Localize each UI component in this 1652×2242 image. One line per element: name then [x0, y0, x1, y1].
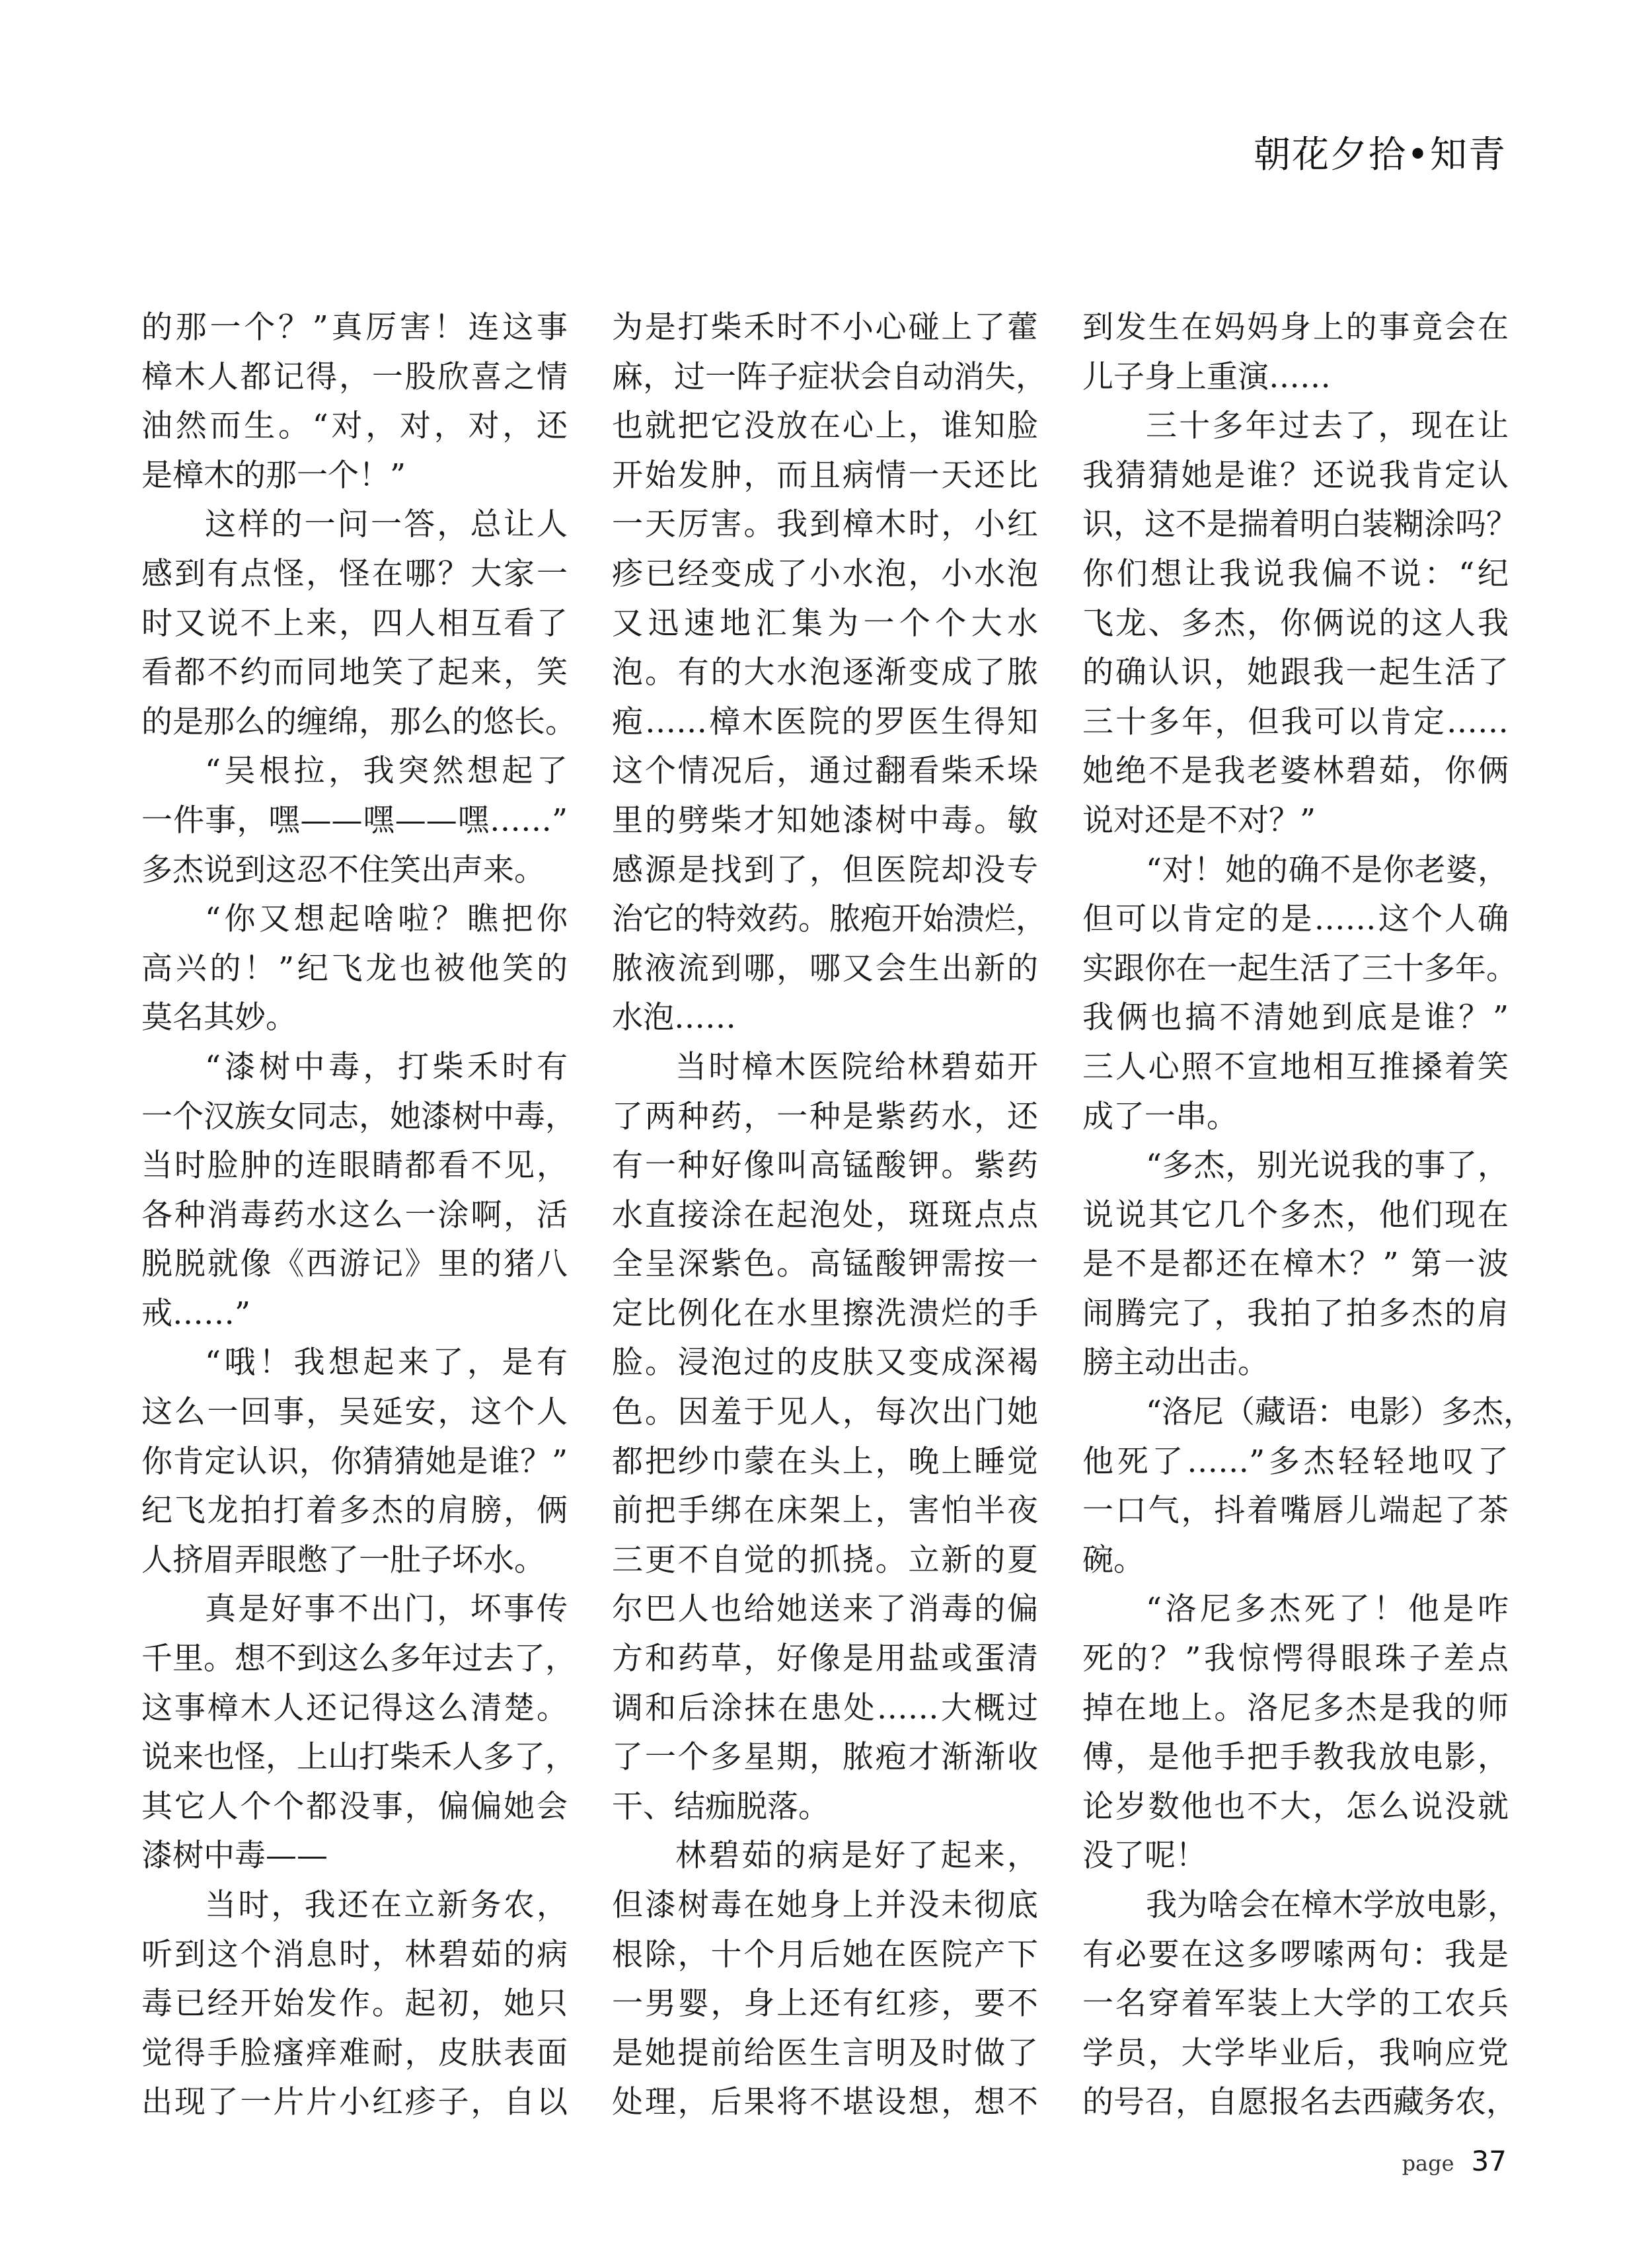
- text-line: 为是打柴禾时不小心碰上了藿: [612, 309, 1038, 346]
- text-line: 成了一串。: [1082, 1098, 1238, 1135]
- text-line: 死的？”我惊愕得眼珠子差点: [1082, 1641, 1509, 1678]
- page-footer: [1402, 2145, 1507, 2177]
- text-line: “洛尼（藏语：电影）多杰，: [1146, 1394, 1535, 1431]
- paragraph: [1082, 1388, 1535, 1585]
- paragraph: [1082, 1881, 1519, 2128]
- text-line: 定比例化在水里擦洗溃烂的手: [612, 1295, 1038, 1332]
- text-line: 千里。想不到这么多年过去了，: [141, 1641, 576, 1678]
- paragraph: [141, 1585, 576, 1881]
- text-line: “你又想起啥啦？瞧把你: [205, 901, 568, 938]
- text-line: 真是好事不出门，坏事传: [205, 1591, 568, 1628]
- text-line: 了一个多星期，脓疱才渐渐收: [612, 1739, 1038, 1776]
- text-line: 识，这不是揣着明白装糊涂吗？: [1082, 506, 1517, 543]
- paragraph: [1082, 402, 1517, 845]
- text-line: 实跟你在一起生活了三十多年。: [1082, 950, 1517, 987]
- text-line: 油然而生。“对，对，对，还: [141, 408, 568, 445]
- text-line: 的那一个？”真厉害！连这事: [141, 309, 568, 346]
- text-line: 感源是找到了，但医院却没专: [612, 851, 1038, 888]
- page-number: 37: [1471, 2145, 1507, 2177]
- paragraph: [612, 303, 1047, 1043]
- text-line: 毒已经开始发作。起初，她只: [141, 1986, 568, 2023]
- text-line: 多杰说到这忍不住笑出声来。: [141, 851, 545, 888]
- paragraph: [1082, 846, 1517, 1142]
- text-line: 也就把它没放在心上，谁知脸: [612, 408, 1038, 445]
- text-line: 人挤眉弄眼憋了一肚子坏水。: [141, 1541, 545, 1578]
- text-line: 三更不自觉的抓挠。立新的夏: [612, 1541, 1038, 1578]
- text-line: 这么一回事，吴延安，这个人: [141, 1394, 568, 1431]
- paragraph: [612, 1043, 1038, 1832]
- paragraph: [141, 500, 576, 747]
- text-line: 里的劈柴才知她漆树中毒。敏: [612, 802, 1038, 839]
- text-line: 说说其它几个多杰，他们现在: [1082, 1196, 1509, 1233]
- text-line: 是她提前给医生言明及时做了: [612, 2034, 1038, 2071]
- paragraph: [1082, 303, 1509, 402]
- text-line: 其它人个个都没事，偏偏她会: [141, 1788, 568, 1825]
- text-line: “洛尼多杰死了！他是咋: [1146, 1591, 1509, 1628]
- text-column-3: [1082, 303, 1535, 2128]
- text-line: 都把纱巾蒙在头上，晚上睡觉: [612, 1443, 1038, 1480]
- text-line: 时又说不上来，四人相互看了: [141, 605, 568, 642]
- text-line: 又迅速地汇集为一个个大水: [612, 605, 1038, 642]
- section-title: 朝花夕拾•知青: [1253, 134, 1507, 176]
- text-line: 三十多年过去了，现在让: [1146, 408, 1509, 445]
- text-line: “吴根拉，我突然想起了: [205, 753, 568, 790]
- text-line: 我猜猜她是谁？还说我肯定认: [1082, 457, 1509, 494]
- text-line: 戒……”: [141, 1295, 251, 1332]
- text-line: 脓液流到哪，哪又会生出新的: [612, 950, 1038, 987]
- text-line: “漆树中毒，打柴禾时有: [205, 1048, 568, 1085]
- text-line: 是不是都还在樟木？” 第一波: [1082, 1246, 1509, 1283]
- text-line: 感到有点怪，怪在哪？大家一: [141, 555, 568, 592]
- text-line: 麻，过一阵子症状会自动消失，: [612, 358, 1047, 395]
- text-line: 一个汉族女同志，她漆树中毒，: [141, 1098, 576, 1135]
- text-line: 这事樟木人还记得这么清楚。: [141, 1689, 568, 1726]
- text-line: 你肯定认识，你猜猜她是谁？”: [141, 1443, 568, 1480]
- text-line: 干、结痂脱落。: [612, 1788, 829, 1825]
- text-line: 治它的特效药。脓疱开始溃烂，: [612, 901, 1047, 938]
- text-line: 处理，后果将不堪设想，想不: [612, 2084, 1038, 2121]
- text-line: 有必要在这多啰嗦两句：我是: [1082, 1936, 1509, 1973]
- text-column-2: [612, 303, 1047, 2128]
- text-line: 膀主动出击。: [1082, 1344, 1269, 1381]
- text-line: 全呈深紫色。高锰酸钾需按一: [612, 1246, 1038, 1283]
- text-line: 这个情况后，通过翻看柴禾垛: [612, 753, 1038, 790]
- paragraph: [141, 1338, 568, 1585]
- text-line: 论岁数他也不大，怎么说没就: [1082, 1788, 1509, 1825]
- text-line: “多杰，别光说我的事了，: [1146, 1147, 1509, 1184]
- text-line: 她绝不是我老婆林碧茹，你俩: [1082, 753, 1509, 790]
- text-line: 当时脸肿的连眼睛都看不见，: [141, 1147, 568, 1184]
- text-line: 一口气，抖着嘴唇儿端起了茶: [1082, 1492, 1509, 1529]
- text-line: 各种消毒药水这么一涂啊，活: [141, 1196, 568, 1233]
- text-line: 三人心照不宣地相互推搡着笑: [1082, 1048, 1509, 1085]
- page-label: page: [1402, 2151, 1454, 2176]
- text-line: 樟木人都记得，一股欣喜之情: [141, 358, 568, 395]
- paragraph: [612, 1832, 1038, 2128]
- paragraph: [1082, 1585, 1509, 1881]
- text-line: 纪飞龙拍打着多杰的肩膀，俩: [141, 1492, 568, 1529]
- text-line: 调和后涂抹在患处……大概过: [612, 1689, 1038, 1726]
- text-line: 莫名其妙。: [141, 999, 297, 1036]
- text-line: 一名穿着军装上大学的工农兵: [1082, 1986, 1509, 2023]
- text-line: 当时，我还在立新务农，: [205, 1887, 568, 1923]
- text-line: 当时樟木医院给林碧茹开: [675, 1048, 1038, 1085]
- text-column-1: [141, 303, 576, 2128]
- text-line: 说对还是不对？”: [1082, 802, 1316, 839]
- text-line: 尔巴人也给她送来了消毒的偏: [612, 1591, 1038, 1628]
- text-line: 一男婴，身上还有红疹，要不: [612, 1986, 1038, 2023]
- text-line: 你们想让我说我偏不说：“纪: [1082, 555, 1509, 592]
- text-line: 泡。有的大水泡逐渐变成了脓: [612, 654, 1038, 691]
- text-line: 前把手绑在床架上，害怕半夜: [612, 1492, 1038, 1529]
- text-line: 儿子身上重演……: [1082, 358, 1331, 395]
- text-line: 掉在地上。洛尼多杰是我的师: [1082, 1689, 1509, 1726]
- text-line: 的确认识，她跟我一起生活了: [1082, 654, 1509, 691]
- paragraph: [1082, 1141, 1509, 1388]
- text-line: 他死了……”多杰轻轻地叹了: [1082, 1443, 1509, 1480]
- text-line: 脸。浸泡过的皮肤又变成深褐: [612, 1344, 1038, 1381]
- text-line: 但漆树毒在她身上并没未彻底: [612, 1887, 1038, 1923]
- text-line: 闹腾完了，我拍了拍多杰的肩: [1082, 1295, 1509, 1332]
- text-line: 我俩也搞不清她到底是谁？”: [1082, 999, 1509, 1036]
- text-line: 水直接涂在起泡处，斑斑点点: [612, 1196, 1038, 1233]
- text-line: “哦！我想起来了，是有: [205, 1344, 568, 1381]
- text-line: 飞龙、多杰，你俩说的这人我: [1082, 605, 1509, 642]
- text-line: 觉得手脸瘙痒难耐，皮肤表面: [141, 2034, 568, 2071]
- text-line: 我为啥会在樟木学放电影，: [1146, 1887, 1519, 1923]
- text-line: 碗。: [1082, 1541, 1145, 1578]
- paragraph: [141, 747, 568, 895]
- text-line: 没了呢！: [1082, 1837, 1207, 1875]
- text-line: 高兴的！”纪飞龙也被他笑的: [141, 950, 568, 987]
- text-line: 到发生在妈妈身上的事竟会在: [1082, 309, 1509, 346]
- text-line: 方和药草，好像是用盐或蛋清: [612, 1641, 1038, 1678]
- text-line: 的是那么的缠绵，那么的悠长。: [141, 703, 576, 740]
- text-line: 疹已经变成了小水泡，小水泡: [612, 555, 1038, 592]
- text-line: 疱……樟木医院的罗医生得知: [612, 703, 1038, 740]
- text-line: “对！她的确不是你老婆，: [1146, 851, 1509, 888]
- text-line: 开始发肿，而且病情一天还比: [612, 457, 1038, 494]
- text-line: 说来也怪，上山打柴禾人多了，: [141, 1739, 576, 1776]
- text-line: 水泡……: [612, 999, 736, 1036]
- text-line: 脱脱就像《西游记》里的猪八: [141, 1246, 568, 1283]
- text-line: 傅，是他手把手教我放电影，: [1082, 1739, 1509, 1776]
- text-line: 是樟木的那一个！”: [141, 457, 406, 494]
- text-line: 学员，大学毕业后，我响应党: [1082, 2034, 1509, 2071]
- paragraph: [141, 1881, 568, 2128]
- text-line: 有一种好像叫高锰酸钾。紫药: [612, 1147, 1038, 1184]
- text-line: 根除，十个月后她在医院产下: [612, 1936, 1038, 1973]
- text-line: 三十多年，但我可以肯定……: [1082, 703, 1509, 740]
- text-line: 但可以肯定的是……这个人确: [1082, 901, 1509, 938]
- text-line: 出现了一片片小红疹子，自以: [141, 2084, 568, 2121]
- text-line: 一件事，嘿——嘿——嘿……”: [141, 802, 568, 839]
- text-line: 漆树中毒——: [141, 1837, 328, 1875]
- text-line: 色。因羞于见人，每次出门她: [612, 1394, 1038, 1431]
- paragraph: [141, 1043, 576, 1339]
- text-line: 这样的一问一答，总让人: [205, 506, 568, 543]
- text-line: 的号召，自愿报名去西藏务农，: [1082, 2084, 1517, 2121]
- text-line: 林碧茹的病是好了起来，: [675, 1837, 1038, 1875]
- paragraph: [141, 303, 568, 500]
- text-line: 听到这个消息时，林碧茹的病: [141, 1936, 568, 1973]
- text-line: 了两种药，一种是紫药水，还: [612, 1098, 1038, 1135]
- text-line: 看都不约而同地笑了起来，笑: [141, 654, 568, 691]
- paragraph: [141, 895, 568, 1043]
- text-line: 一天厉害。我到樟木时，小红: [612, 506, 1038, 543]
